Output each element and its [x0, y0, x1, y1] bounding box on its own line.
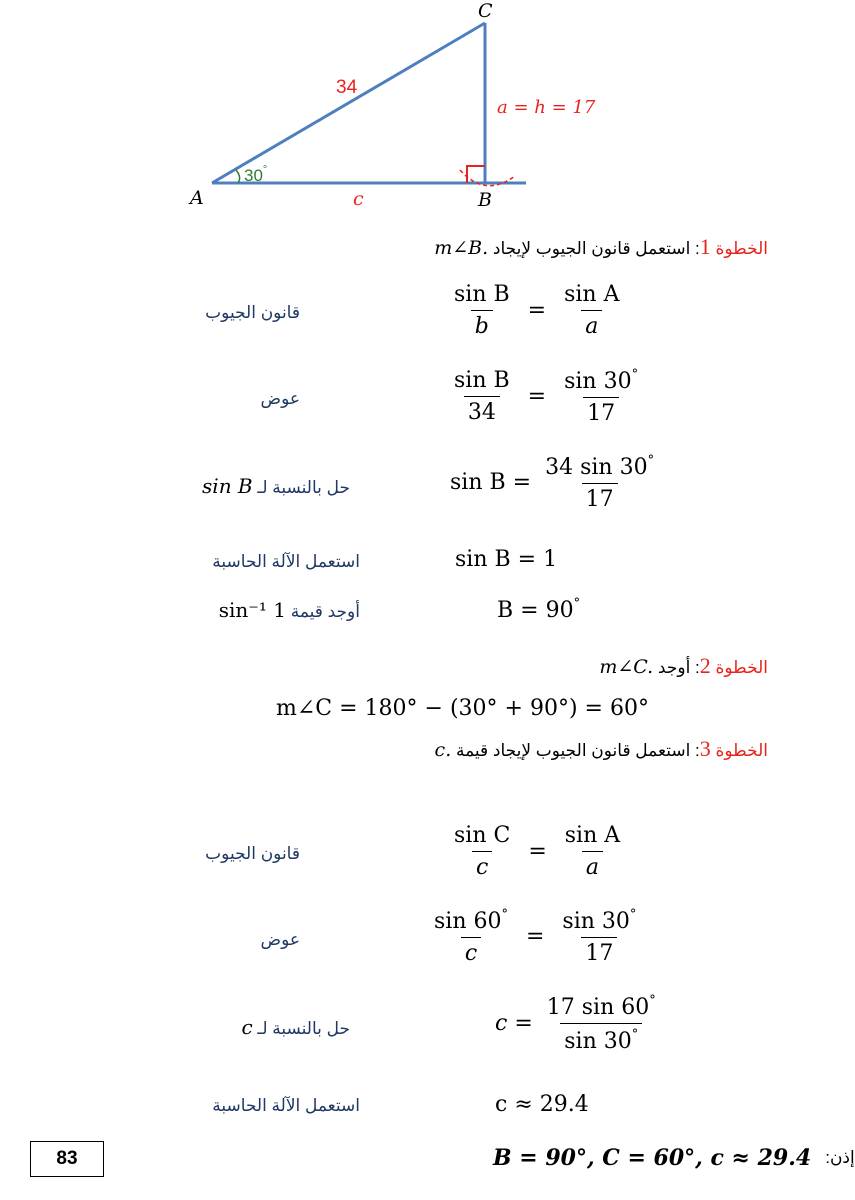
- s3-eq2-den-r: 17: [581, 937, 617, 966]
- right-angle-mark: [467, 166, 485, 183]
- hypotenuse-label: 34: [336, 77, 358, 98]
- s3-eq3: c = $\frac{17 \sin 60^\circ}{\sin 30^\circ}$: [495, 993, 660, 1054]
- s1-eq3-num: 34 sin 30°: [545, 453, 655, 480]
- step1-text: : استعمل قانون الجيوب لإيجاد: [488, 239, 700, 258]
- s3-solve-label: حل بالنسبة لـ c: [241, 1015, 350, 1039]
- s1-eq1-num-r: sin A: [564, 282, 620, 307]
- s1-eq3: sin B = $\frac{34 \sin 30^\circ}{17}$: [450, 453, 658, 512]
- s1-eq2-den-l: 34: [464, 396, 500, 425]
- s3-eq2-num-l: sin 60°: [434, 907, 508, 934]
- step3-heading: [435, 736, 768, 762]
- s1-eq1: $\frac{\text{sin B}}{b}$ = $\frac{\text{sin A}}{a}$: [450, 282, 623, 339]
- s3-eq1: $\frac{\text{sin C}}{c}$ = $\frac{\text{sin A}}{a}$: [450, 823, 624, 880]
- s3-eq1-num-l: sin C: [454, 823, 511, 848]
- s3-eq2: $\frac{\sin 60^\circ}{c}$ = $\frac{\sin 30^\circ}{17}$: [430, 907, 640, 966]
- s3-law-label: قانون الجيوب: [205, 844, 300, 863]
- s3-eq1-num-r: sin A: [564, 823, 621, 848]
- s1-eq2-num-r: sin 30°: [564, 367, 639, 394]
- s3-eq1-den-r: a: [582, 851, 603, 880]
- s3-eq3-num: 17 sin 60°: [546, 993, 656, 1020]
- conclusion-label: إذن:: [825, 1148, 855, 1167]
- s1-eq5: B = 90°: [497, 596, 581, 623]
- step3-label: الخطوة: [715, 741, 768, 760]
- step3-number: 3: [699, 736, 711, 761]
- step2-number: 2: [699, 653, 711, 678]
- s2-eq: m∠C = 180° − (30° + 90°) = 60°: [276, 696, 649, 721]
- s1-eq2: $\frac{\text{sin B}}{34}$ = $\frac{\sin 30^\circ}{17}$: [450, 367, 642, 426]
- s3-eq2-den-l: c: [461, 937, 481, 966]
- side-c-label: c: [353, 188, 364, 210]
- step1-label: الخطوة: [715, 239, 768, 258]
- step1-math: m∠B.: [434, 237, 489, 259]
- s3-calc-label: استعمل الآلة الحاسبة: [212, 1096, 360, 1115]
- conclusion: [493, 1145, 855, 1171]
- s1-eq1-den-l: b: [471, 310, 493, 339]
- s1-law-label: قانون الجيوب: [205, 303, 300, 322]
- s1-eq2-den-r: 17: [583, 397, 619, 426]
- step2-heading: [599, 653, 768, 679]
- triangle-figure: [0, 0, 800, 215]
- s1-find-label: أوجد قيمة sin⁻¹ 1: [218, 598, 360, 622]
- step1-heading: [434, 234, 768, 260]
- step2-text: : أوجد: [653, 658, 700, 677]
- side-hypotenuse: [212, 23, 485, 183]
- s3-eq4: c ≈ 29.4: [495, 1092, 589, 1117]
- s1-calc-label: استعمل الآلة الحاسبة: [212, 552, 360, 571]
- side-a-label: a = h = 17: [497, 97, 596, 118]
- vertex-a-label: A: [190, 187, 204, 209]
- s1-solve-var: sin B: [202, 474, 253, 498]
- step2-math: m∠C.: [599, 656, 654, 678]
- step2-label: الخطوة: [715, 658, 768, 677]
- s3-solve-var: c: [241, 1015, 253, 1039]
- s3-eq3-den: sin 30°: [560, 1023, 642, 1054]
- s3-eq2-num-r: sin 30°: [562, 907, 637, 934]
- vertex-b-label: B: [478, 189, 492, 211]
- conclusion-result: B = 90°, C = 60°, c ≈ 29.4: [493, 1145, 812, 1171]
- s1-solve-label: حل بالنسبة لـ sin B: [202, 474, 350, 498]
- page-number: 83: [30, 1141, 104, 1177]
- s1-find-expr: sin⁻¹ 1: [218, 598, 286, 622]
- angle-arc-a: [236, 170, 240, 183]
- vertex-c-label: C: [478, 0, 493, 22]
- s1-eq1-den-r: a: [581, 310, 602, 339]
- s1-eq1-num-l: sin B: [454, 282, 510, 307]
- angle-a-label: 30°: [244, 164, 268, 185]
- s1-eq3-den: 17: [582, 483, 618, 512]
- s1-eq2-num-l: sin B: [454, 368, 510, 393]
- step3-math: c.: [434, 739, 452, 761]
- s1-sub-label: عوض: [260, 389, 300, 408]
- step3-text: : استعمل قانون الجيوب لإيجاد قيمة: [451, 741, 700, 760]
- s1-eq4: sin B = 1: [455, 547, 558, 572]
- s3-eq1-den-l: c: [472, 851, 492, 880]
- step1-number: 1: [699, 234, 711, 259]
- s3-sub-label: عوض: [260, 930, 300, 949]
